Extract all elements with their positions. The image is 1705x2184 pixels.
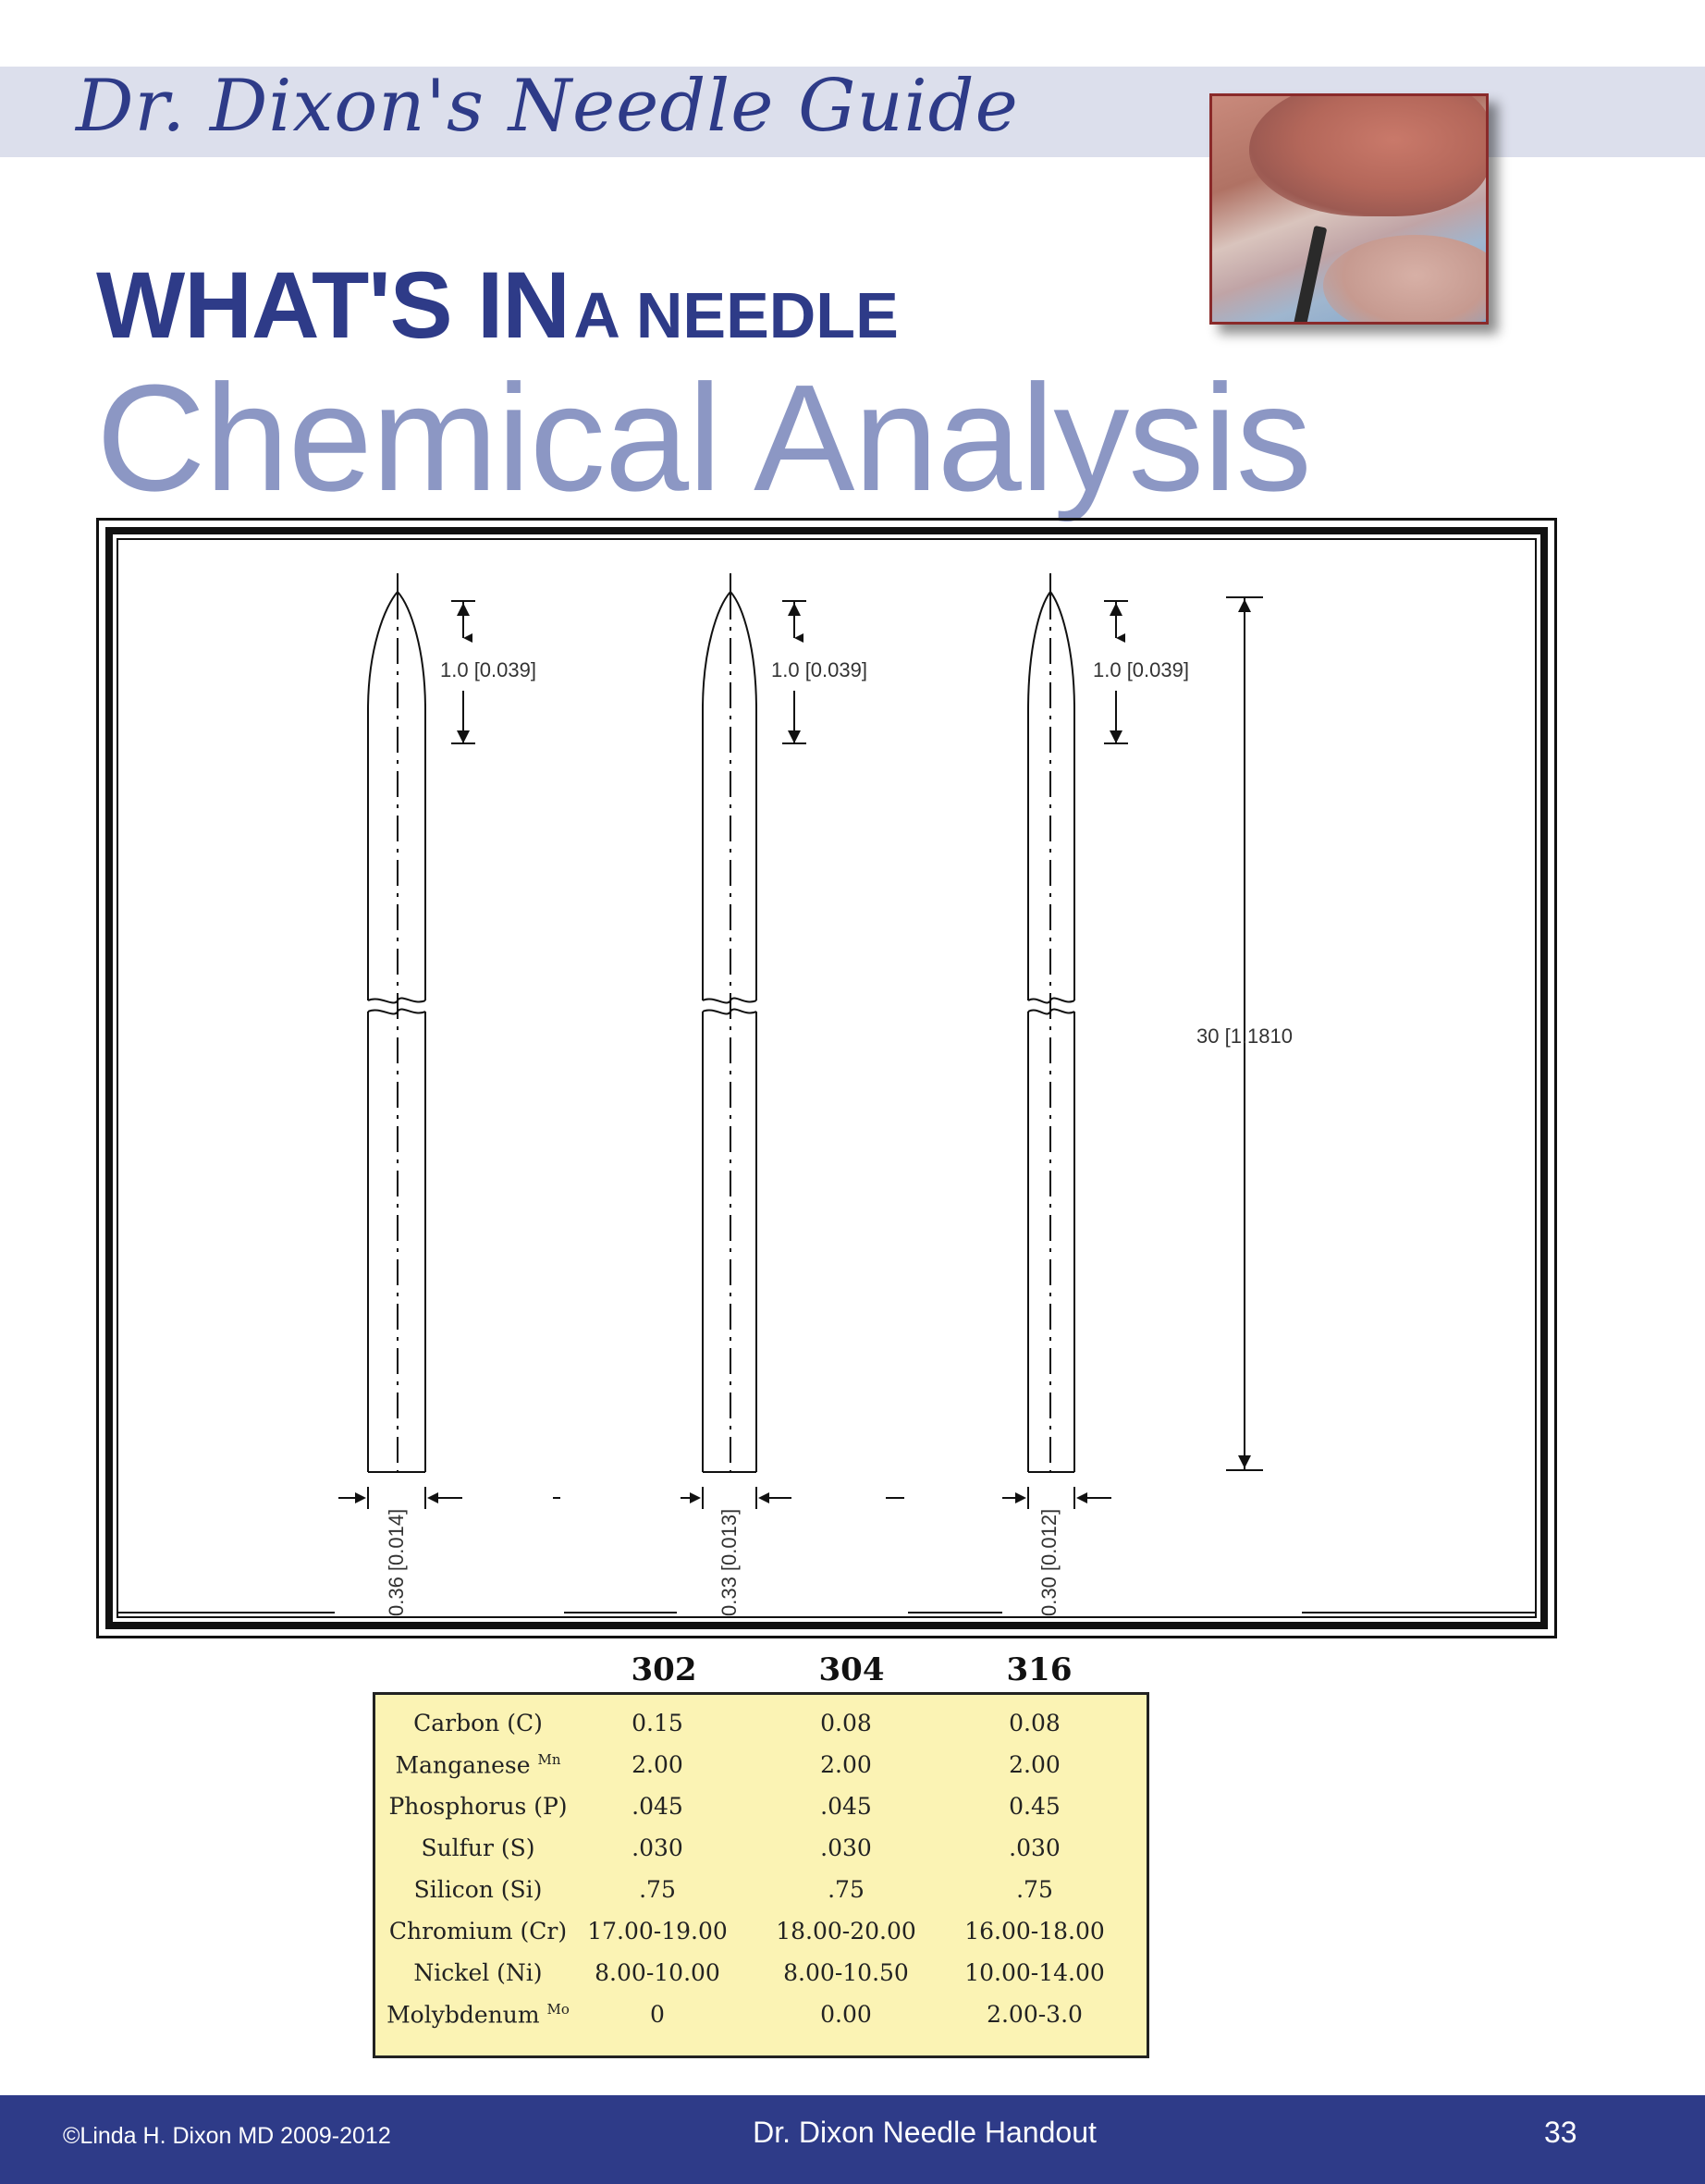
headline-small: A NEEDLE <box>573 279 899 351</box>
thumb-shape <box>1323 235 1489 325</box>
value-302: .030 <box>632 1834 683 1861</box>
value-302: 17.00-19.00 <box>587 1918 728 1945</box>
element-name: Phosphorus (P) <box>388 1793 568 1820</box>
needle-3-diameter-dimension: 0.30 [0.012] <box>1037 1508 1061 1616</box>
page-footer <box>0 2095 1705 2184</box>
value-304: 2.00 <box>820 1751 872 1778</box>
value-302: .045 <box>632 1793 683 1820</box>
element-name: Sulfur (S) <box>421 1834 535 1861</box>
column-header-302: 302 <box>631 1651 697 1688</box>
needle-shape <box>1292 226 1328 325</box>
needle-photo <box>1209 93 1489 325</box>
value-316: 16.00-18.00 <box>964 1918 1105 1945</box>
value-316: 0.45 <box>1009 1793 1061 1820</box>
value-316: 10.00-14.00 <box>964 1959 1105 1986</box>
needle-2-outline <box>681 573 904 1509</box>
table-row <box>375 1918 1147 1959</box>
element-name: Silicon (Si) <box>413 1876 543 1903</box>
needle-technical-drawing <box>117 538 1537 1618</box>
table-row <box>375 1793 1147 1834</box>
value-304: 0.08 <box>820 1710 872 1736</box>
finger-shape <box>1249 93 1489 216</box>
value-304: 8.00-10.50 <box>783 1959 909 1986</box>
value-304: 0.00 <box>820 2001 872 2028</box>
page-number: 33 <box>1544 2116 1577 2149</box>
table-row <box>375 2001 1147 2043</box>
table-row <box>375 1959 1147 2001</box>
column-header-304: 304 <box>818 1651 885 1688</box>
needle-3-outline <box>1002 573 1128 1509</box>
value-316: .75 <box>1016 1876 1053 1903</box>
table-row <box>375 1751 1147 1793</box>
needle-1-outline <box>338 573 560 1509</box>
needle-1-diameter-dimension: 0.36 [0.014] <box>385 1508 408 1616</box>
value-316: 0.08 <box>1009 1710 1061 1736</box>
value-316: 2.00-3.0 <box>987 2001 1083 2028</box>
element-name: Manganese $^{Mn}$ <box>395 1751 561 1779</box>
value-302: 0 <box>650 2001 665 2028</box>
element-name: Carbon (C) <box>413 1710 543 1736</box>
element-name: Chromium (Cr) <box>388 1918 568 1945</box>
copyright-text: ©Linda H. Dixon MD 2009-2012 <box>63 2123 391 2149</box>
value-316: .030 <box>1009 1834 1061 1861</box>
element-name: Molybdenum $^{Mo}$ <box>386 2001 570 2029</box>
value-302: 2.00 <box>632 1751 683 1778</box>
value-302: .75 <box>639 1876 676 1903</box>
composition-table <box>373 1692 1149 2058</box>
column-header-316: 316 <box>1006 1651 1073 1688</box>
value-304: .045 <box>820 1793 872 1820</box>
value-304: .030 <box>820 1834 872 1861</box>
value-304: 18.00-20.00 <box>776 1918 916 1945</box>
element-symbol: Mn <box>537 1751 561 1768</box>
page-headline <box>96 252 899 360</box>
footer-title: Dr. Dixon Needle Handout <box>753 2116 1097 2149</box>
headline-big: WHAT'S IN <box>96 252 570 358</box>
value-304: .75 <box>828 1876 865 1903</box>
value-302: 8.00-10.00 <box>595 1959 720 1986</box>
value-302: 0.15 <box>632 1710 683 1736</box>
needle-2-tip-dimension: 1.0 [0.039] <box>771 658 867 681</box>
needle-2-diameter-dimension: 0.33 [0.013] <box>718 1508 741 1616</box>
length-dimension: 30 [1.1810 <box>1196 1025 1293 1048</box>
value-316: 2.00 <box>1009 1751 1061 1778</box>
needle-1-tip-dimension: 1.0 [0.039] <box>440 658 536 681</box>
element-symbol: Mo <box>546 2001 570 2018</box>
guide-title: Dr. Dixon's Needle Guide <box>76 65 1019 148</box>
table-row <box>375 1834 1147 1876</box>
element-name: Nickel (Ni) <box>413 1959 543 1986</box>
table-row <box>375 1710 1147 1751</box>
needle-3-tip-dimension: 1.0 [0.039] <box>1093 658 1189 681</box>
page-subtitle: Chemical Analysis <box>96 353 1311 522</box>
table-row <box>375 1876 1147 1918</box>
